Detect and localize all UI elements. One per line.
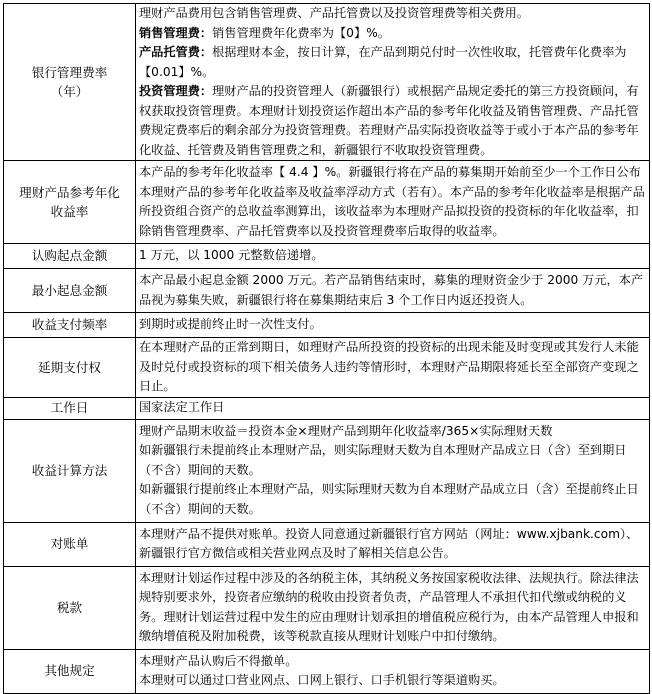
custody-fee-text: 根据理财本金，按日计算，在产品到期兑付时一次性收取，托管费年化费率为【0.01】%。 [139, 45, 627, 79]
row-label-other: 其他规定 [4, 649, 136, 693]
product-terms-table [3, 3, 650, 694]
row-content-tax: 本理财计划运作过程中涉及的各纳税主体，其纳税义务按国家税收法律、法规执行。除法律法规特别要求外，投资者应缴纳的税收由投资者负责，产品管理人不承担代扣代缴或纳税的义务。理财计划运营过程中发生的应由理财计划承担的增值税应税行为，由本产品管理人申报和缴纳增值税及附加税费，该等税款直接从理财计划账户中扣付缴纳。 [136, 566, 650, 649]
table-row [4, 313, 650, 338]
row-content-deferral: 在本理财产品的正常到期日，如理财产品所投资的投资标的出现未能及时变现或其发行人未能及时兑付或投资标的项下相关债务人违约等情形时，本理财产品期限将延长至全部资产变现之日止。 [136, 338, 650, 398]
table-row [4, 244, 650, 269]
row-content-pay-frequency: 到期时或提前终止时一次性支付。 [136, 313, 650, 338]
row-content-other [136, 649, 650, 693]
sales-fee-text: 销售管理费年化费率为【0】%。 [212, 25, 390, 40]
table-row [4, 649, 650, 693]
invest-fee-text: 理财产品的投资管理人（新疆银行）或根据产品规定委托的第三方投资顾问，有权获取投资管理费。本理财计划投资运作超出本产品的参考年化收益及销售管理费、产品托管费规定费率后的剩余部分为投资管理费。若理财产品实际投资收益等于或小于本产品的参考年化收益、托管费及销售管理费之和，新疆银行不收取投资管理费。 [139, 84, 639, 157]
row-label-deferral: 延期支付权 [4, 338, 136, 398]
table-row [4, 522, 650, 566]
row-content-start-amount: 1 万元，以 1000 元整数倍递增。 [136, 244, 650, 269]
row-content-workday: 国家法定工作日 [136, 397, 650, 419]
calc-early-termination: 如新疆银行提前终止本理财产品，则实际理财天数为自本理财产品成立日（含）至提前终止日（不含）期间的天数。 [139, 482, 639, 516]
row-label-calc-method: 收益计算方法 [4, 419, 136, 522]
invest-fee-heading: 投资管理费： [139, 84, 213, 98]
calc-no-early-termination: 如新疆银行未提前终止本理财产品，则实际理财天数为自本理财产品成立日（含）至到期日（不含）期间的天数。 [139, 443, 627, 477]
custody-fee-heading: 产品托管费： [139, 45, 213, 59]
row-label-tax: 税款 [4, 566, 136, 649]
sales-fee-heading: 销售管理费： [139, 25, 213, 40]
row-content-min-amount: 本产品最小起息金额 2000 万元。若产品销售结束时，募集的理财资金少于 2000 万元，本产品视为募集失败，新疆银行将在募集期结束后 3 个工作日内返还投资人。 [136, 269, 650, 313]
table-row [4, 397, 650, 419]
row-label-pay-frequency: 收益支付频率 [4, 313, 136, 338]
row-label-min-amount: 最小起息金额 [4, 269, 136, 313]
table-row [4, 161, 650, 244]
row-label-bank-fee: 银行管理费率（年） [4, 4, 136, 161]
row-label-start-amount: 认购起点金额 [4, 244, 136, 269]
table-row [4, 566, 650, 649]
row-content-bank-fee [136, 4, 650, 161]
other-channels: 本理财可以通过口营业网点、口网上银行、口手机银行等渠道购买。 [139, 673, 505, 687]
row-content-yield: 本产品的参考年化收益率【 4.4 】%。新疆银行将在产品的募集期开始前至少一个工作日公布本理财产品的参考年化收益率及收益率浮动方式（若有）。本产品的参考年化收益率是根据产品所投资组合资产的总收益率测算出，该收益率为本理财产品拟投资的投资标的年化收益率，扣除销售管理费率、产品托管费率以及投资管理费率后取得的收益率。 [136, 161, 650, 244]
row-content-statement: 本理财产品不提供对账单。投资人同意通过新疆银行官方网站（网址：www.xjbank.com）、新疆银行官方微信或相关营业网点及时了解相关信息公告。 [136, 522, 650, 566]
row-label-workday: 工作日 [4, 397, 136, 419]
fee-intro: 理财产品费用包含销售管理费、产品托管费以及投资管理费等相关费用。 [139, 6, 529, 20]
table-row [4, 338, 650, 398]
table-row [4, 269, 650, 313]
table-row [4, 4, 650, 161]
row-label-yield: 理财产品参考年化收益率 [4, 161, 136, 244]
row-label-statement: 对账单 [4, 522, 136, 566]
other-no-cancel: 本理财产品认购后不得撤单。 [139, 653, 298, 668]
calc-formula: 理财产品期末收益＝投资本金×理财产品到期年化收益率/365×实际理财天数 [139, 423, 553, 438]
table-row [4, 419, 650, 522]
row-content-calc-method [136, 419, 650, 522]
